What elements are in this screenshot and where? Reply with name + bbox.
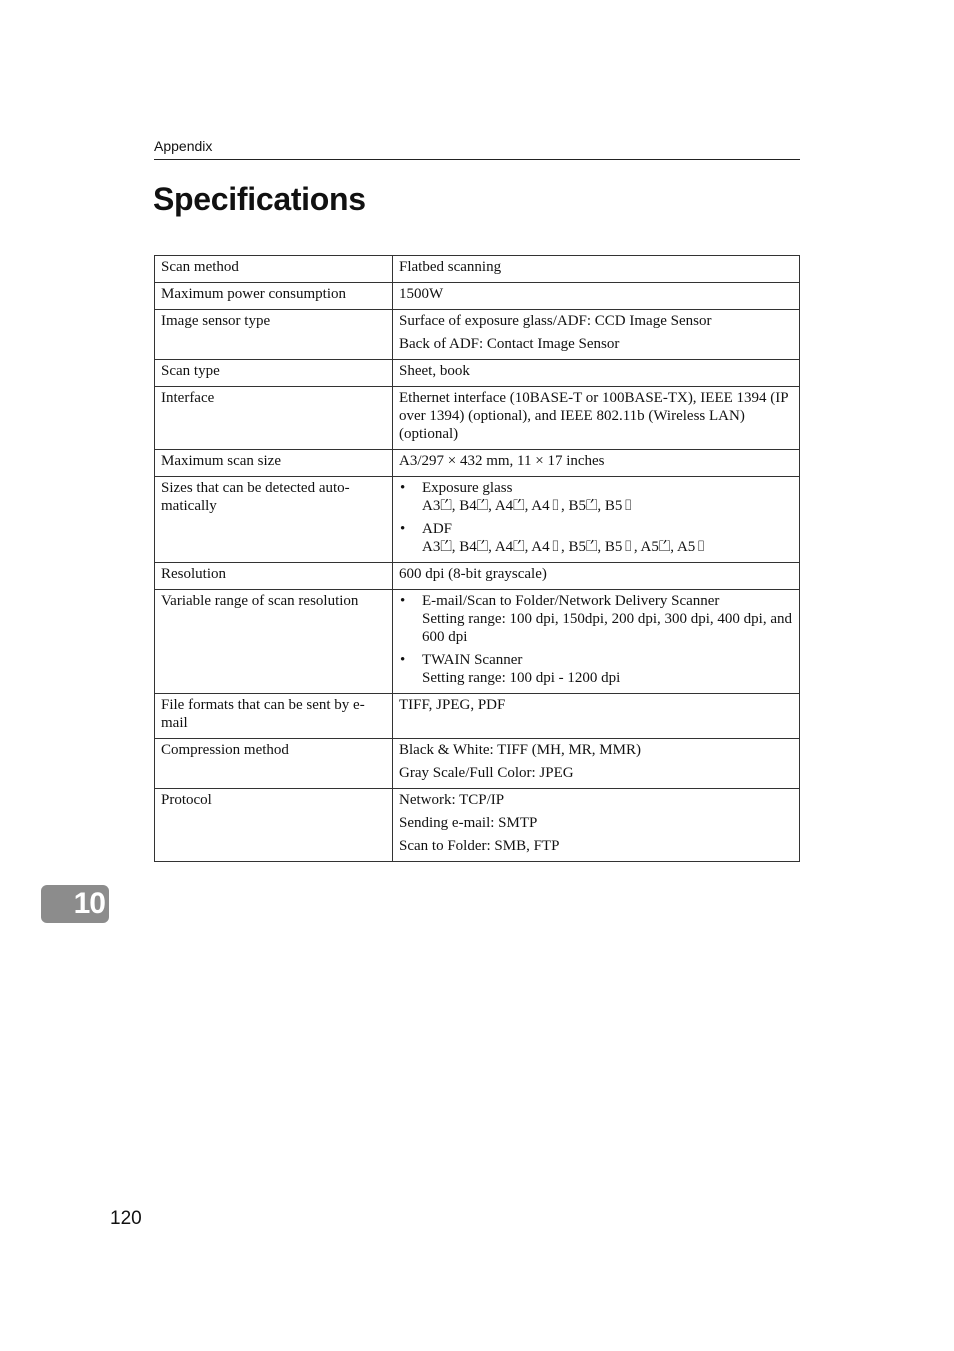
- spec-label: Interface: [155, 387, 393, 450]
- bullet-detail: Setting range: 100 dpi, 150dpi, 200 dpi, 300 dpi, 400 dpi, and 600 dpi: [422, 611, 792, 645]
- bullet-item: [399, 592, 793, 646]
- bullet-title: • E-mail/Scan to Folder/Network Delivery Scanner: [422, 593, 720, 609]
- spec-label: Protocol: [155, 789, 393, 862]
- spec-value: [393, 477, 800, 563]
- chapter-tab: 10: [41, 885, 109, 923]
- table-row: [155, 590, 800, 694]
- spec-value: [393, 450, 800, 477]
- spec-value-line: Surface of exposure glass/ADF: CCD Image Sensor: [399, 313, 712, 329]
- spec-value: [393, 283, 800, 310]
- spec-value-line: 1500W: [399, 286, 444, 302]
- bullet-item: [399, 651, 793, 687]
- bullet-detail: A3⏍, B4⏍, A4⏍, A4▯, B5⏍, B5▯: [422, 498, 634, 514]
- spec-value: [393, 310, 800, 360]
- table-row: [155, 387, 800, 450]
- spec-label: File formats that can be sent by e-mail: [155, 694, 393, 739]
- table-row: [155, 739, 800, 789]
- spec-value-line: Back of ADF: Contact Image Sensor: [399, 336, 620, 352]
- bullet-title: • ADF: [422, 521, 453, 537]
- table-row: [155, 256, 800, 283]
- table-row: [155, 694, 800, 739]
- table-row: [155, 789, 800, 862]
- spec-label: Scan type: [155, 360, 393, 387]
- spec-value: [393, 360, 800, 387]
- spec-value: [393, 387, 800, 450]
- header-rule: [154, 159, 800, 160]
- spec-label: Sizes that can be detected auto-matically: [155, 477, 393, 563]
- bullet-detail: Setting range: 100 dpi - 1200 dpi: [422, 670, 621, 686]
- bullet-detail: A3⏍, B4⏍, A4⏍, A4▯, B5⏍, B5▯, A5⏍, A5▯: [422, 539, 707, 555]
- page-number: 120: [110, 1208, 142, 1229]
- table-row: [155, 283, 800, 310]
- spec-value-line: Network: TCP/IP: [399, 792, 505, 808]
- spec-value-line: A3/297 × 432 mm, 11 × 17 inches: [399, 453, 605, 469]
- table-row: [155, 477, 800, 563]
- spec-value: [393, 739, 800, 789]
- table-row: [155, 450, 800, 477]
- spec-value-line: Ethernet interface (10BASE-T or 100BASE-TX), IEEE 1394 (IP over 1394) (optional), and IEEE 802.11b (Wireless LAN) (optional): [399, 390, 789, 442]
- spec-value-line: Gray Scale/Full Color: JPEG: [399, 765, 574, 781]
- spec-value-line: Flatbed scanning: [399, 259, 502, 275]
- bullet-item: [399, 479, 793, 515]
- table-row: [155, 360, 800, 387]
- specifications-table: [154, 255, 800, 862]
- spec-value-line: Black & White: TIFF (MH, MR, MMR): [399, 742, 641, 758]
- spec-label: Image sensor type: [155, 310, 393, 360]
- spec-value: [393, 694, 800, 739]
- spec-label: Compression method: [155, 739, 393, 789]
- bullet-title: • Exposure glass: [422, 480, 513, 496]
- bullet-item: [399, 520, 793, 556]
- spec-value: [393, 563, 800, 590]
- spec-value-line: Scan to Folder: SMB, FTP: [399, 838, 560, 854]
- spec-value-line: Sheet, book: [399, 363, 470, 379]
- spec-value: [393, 789, 800, 862]
- table-row: [155, 310, 800, 360]
- spec-label: Variable range of scan resolution: [155, 590, 393, 694]
- spec-value-line: TIFF, JPEG, PDF: [399, 697, 506, 713]
- spec-value: [393, 256, 800, 283]
- running-header: Appendix: [154, 138, 213, 154]
- spec-label: Maximum power consumption: [155, 283, 393, 310]
- spec-value-line: Sending e-mail: SMTP: [399, 815, 538, 831]
- spec-value-line: 600 dpi (8-bit grayscale): [399, 566, 547, 582]
- spec-value: [393, 590, 800, 694]
- spec-label: Maximum scan size: [155, 450, 393, 477]
- spec-label: Scan method: [155, 256, 393, 283]
- table-row: [155, 563, 800, 590]
- bullet-title: • TWAIN Scanner: [422, 652, 523, 668]
- page-title: Specifications: [153, 181, 366, 217]
- spec-label: Resolution: [155, 563, 393, 590]
